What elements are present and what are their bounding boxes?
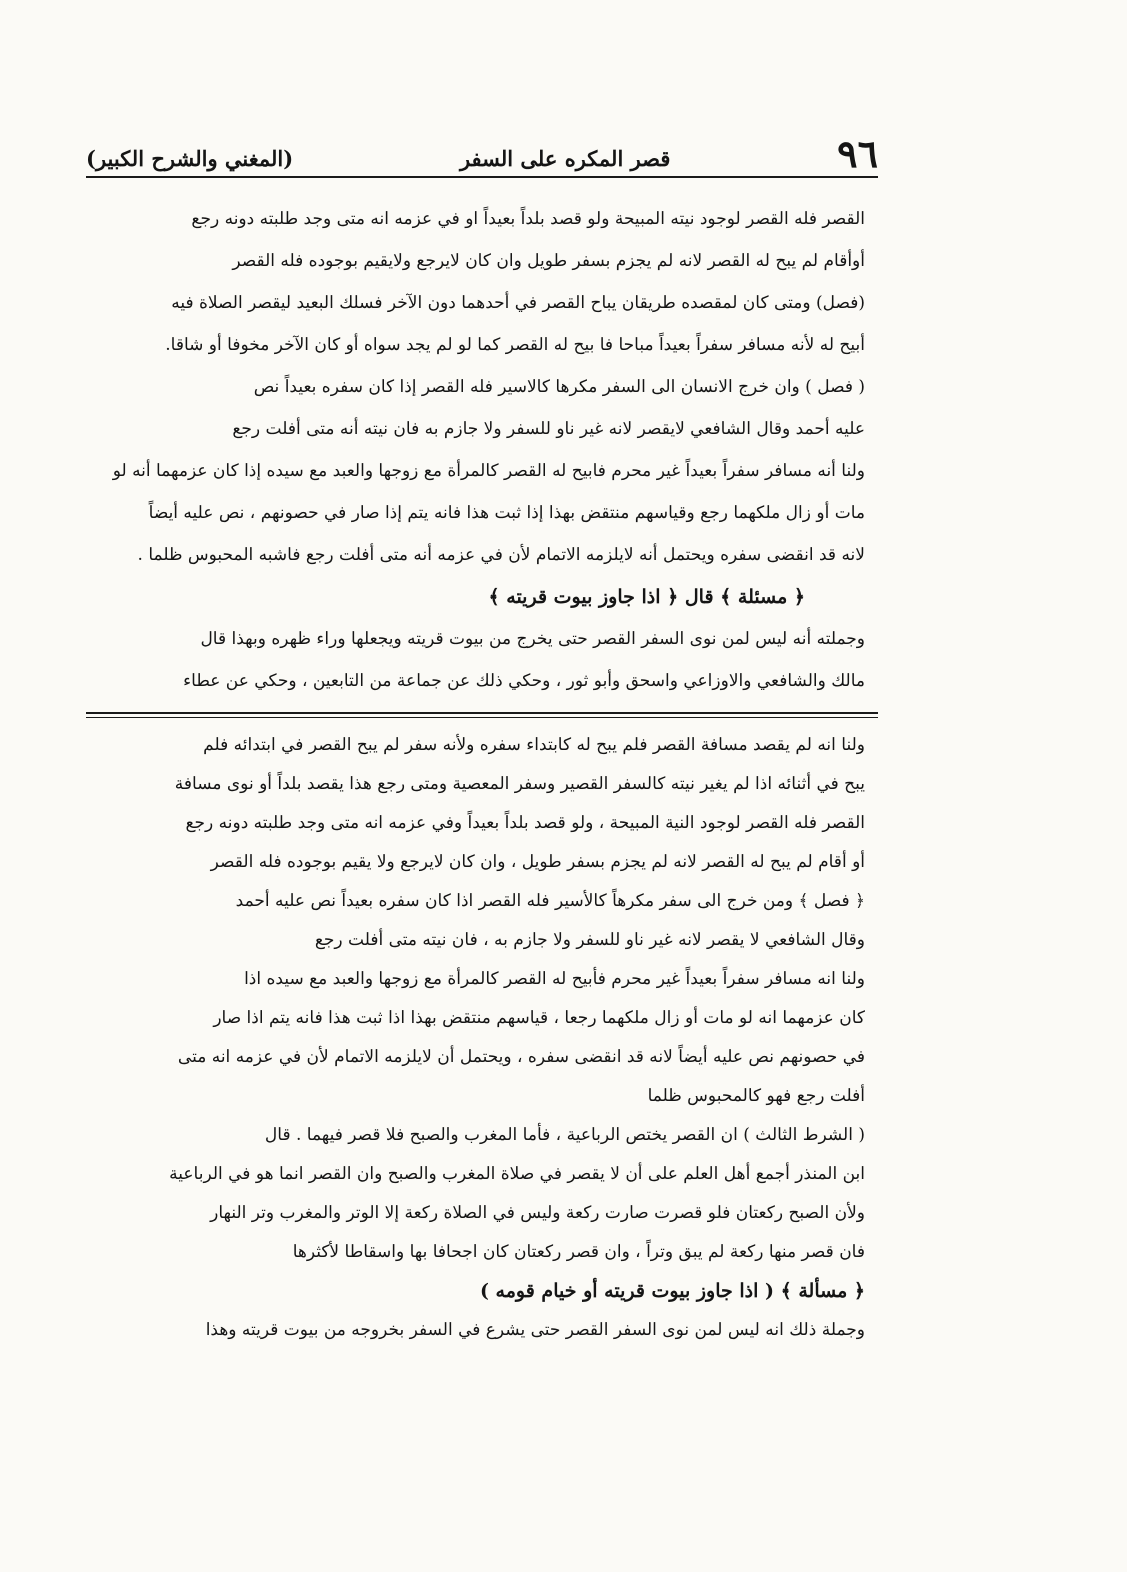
text-line: وجملته أنه ليس لمن نوى السفر القصر حتى يخرج من بيوت قريته ويجعلها وراء ظهره وبهذا قال [200,629,865,649]
text-line: أوأقام لم يبح له القصر لانه لم يجزم بسفر طويل وان كان لايرجع ولايقيم بوجوده فله القصر [232,251,865,271]
lower-text [65,726,865,1350]
text-line: مات أو زال ملكهما رجع وقياسهم منتقض بهذا إذا ثبت هذا فانه يتم إذا صار في حصونهم ، نص عليه أيضاً [148,503,865,523]
text-line: كان عزمهما انه لو مات أو زال ملكهما رجعا ، قياسهم منتقض بهذا اذا ثبت هذا فانه يتم اذا صار [213,1008,865,1028]
text-line: وجملة ذلك انه ليس لمن نوى السفر القصر حتى يشرع في السفر بخروجه من بيوت قريته وهذا [205,1320,865,1340]
chapter-title: قصر المكره على السفر [459,146,671,171]
text-line: ولنا أنه مسافر سفراً بعيداً غير محرم فابيح له القصر كالمرأة مع زوجها والعبد مع سيده إذا كان عزمهما أنه لو [112,461,865,481]
text-line: ولأن الصبح ركعتان فلو قصرت صارت ركعة وليس في الصلاة ركعة إلا الوتر والمغرب وتر النهار [210,1203,865,1223]
header-rule [86,176,878,178]
running-header [86,130,878,174]
text-line: القصر فله القصر لوجود النية المبيحة ، ولو قصد بلداً بعيداً وفي عزمه انه متى وجد طلبته دونه رجع [185,813,865,833]
text-line: فان قصر منها ركعة لم يبق وتراً ، وان قصر ركعتان كان اجحافا بها واسقاطا لأكثرها [292,1242,865,1262]
page-number: ٩٦ [837,131,878,176]
text-line: ابن المنذر أجمع أهل العلم على أن لا يقصر في صلاة المغرب والصبح وان القصر انما هو في الرباعية [169,1164,865,1184]
separator-rule-top [86,712,878,714]
text-line: لانه قد انقضى سفره ويحتمل أنه لايلزمه الاتمام لأن في عزمه أنه متى أفلت رجع فاشبه المحبوس ظلما . [137,545,865,565]
text-line: أفلت رجع فهو كالمحبوس ظلما [647,1086,865,1106]
text-line: أو أقام لم يبح له القصر لانه لم يجزم بسفر طويل ، وان كان لايرجع ولا يقيم بوجوده فله القصر [210,852,865,872]
text-line: أبيح له لأنه مسافر سفراً بعيداً مباحا فا بيح له القصر كما لو لم يجد سواه أو كان الآخر مخوفا أو شاقا. [165,335,865,355]
upper-text [65,198,865,702]
text-line: ( الشرط الثالث ) ان القصر يختص الرباعية ، فأما المغرب والصبح فلا قصر فيهما . قال [264,1125,865,1145]
text-line: يبح في أثنائه اذا لم يغير نيته كالسفر القصير وسفر المعصية ومتى رجع هذا يقصد بلداً أو نوى مسافة [174,774,865,794]
text-line: مالك والشافعي والاوزاعي واسحق وأبو ثور ، وحكي ذلك عن جماعة من التابعين ، وحكي عن عطاء [183,671,865,691]
text-line: في حصونهم نص عليه أيضاً لانه قد انقضى سفره ، ويحتمل أن لايلزمه الاتمام لأن في عزمه انه متى [177,1047,865,1067]
text-line: ﴿ فصل ﴾ ومن خرج الى سفر مكرهاً كالأسير فله القصر اذا كان سفره بعيداً نص عليه أحمد [235,891,865,911]
text-line: ولنا انه لم يقصد مسافة القصر فلم يبح له كابتداء سفره ولأنه سفر لم يبح القصر في ابتدائه فلم [203,735,865,755]
text-line: عليه أحمد وقال الشافعي لايقصر لانه غير ناو للسفر ولا جازم به فان نيته أنه متى أفلت رجع [232,419,865,439]
text-line: القصر فله القصر لوجود نيته المبيحة ولو قصد بلداً بعيداً او في عزمه انه متى وجد طلبته دونه رجع [191,209,865,229]
separator-rule-bottom [86,717,878,718]
text-line: ( فصل ) وان خرج الانسان الى السفر مكرها كالاسير فله القصر إذا كان سفره بعيداً نص [253,377,865,397]
text-line: (فصل) ومتى كان لمقصده طريقان يباح القصر في أحدهما دون الآخر فسلك البعيد ليقصر الصلاة فيه [171,293,865,313]
text-line: وقال الشافعي لا يقصر لانه غير ناو للسفر ولا جازم به ، فان نيته متى أفلت رجع [314,930,865,950]
section-heading: ﴿ مسئلة ﴾ قال ﴿ اذا جاوز بيوت قريته ﴾ [488,586,805,608]
text-line: ولنا انه مسافر سفراً بعيداً غير محرم فأبيح له القصر كالمرأة مع زوجها والعبد مع سيده اذا [244,969,865,989]
section-heading: ﴿ مسألة ﴾ ( اذا جاوز بيوت قريته أو خيام قومه ) [479,1280,865,1302]
book-title: (المغني والشرح الكبير) [86,146,294,171]
